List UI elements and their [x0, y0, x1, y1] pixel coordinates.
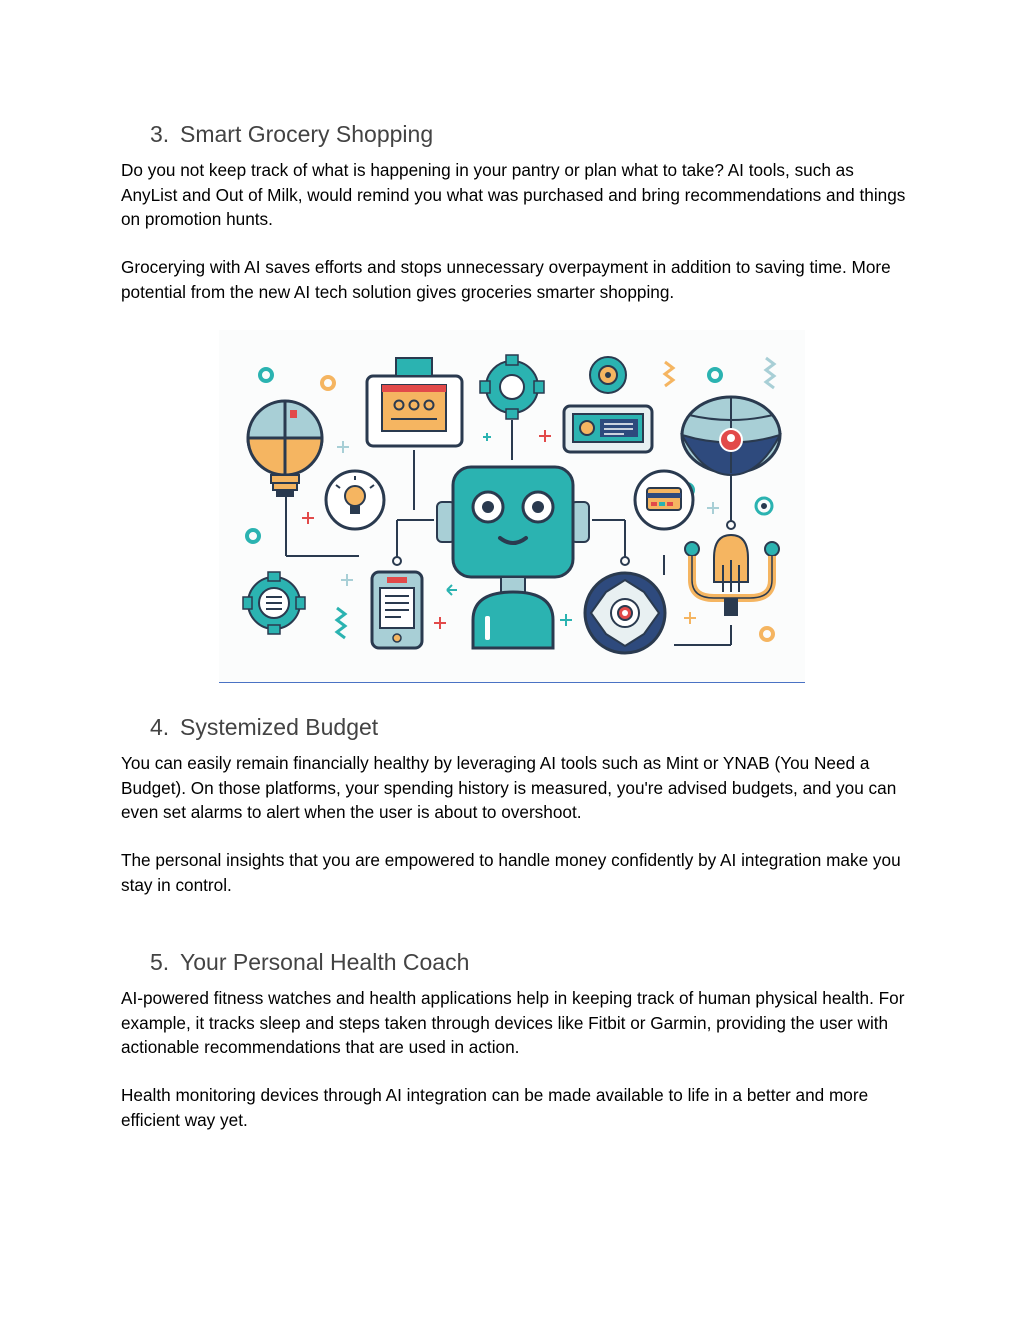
section-title: Your Personal Health Coach [180, 949, 470, 975]
section-heading [150, 714, 378, 741]
section-title: Smart Grocery Shopping [180, 121, 434, 147]
paragraph: The personal insights that you are empowered to handle money confidently by AI integration make you stay in control. [121, 850, 901, 895]
mobile-phone-icon [372, 557, 422, 648]
paragraph: Health monitoring devices through AI integration can be made available to life in a better and more efficient way yet. [121, 1085, 869, 1130]
section-heading [150, 949, 469, 976]
paragraph: AI-powered fitness watches and health applications help in keeping track of human physical health. For example, it tracks sleep and steps taken through devices like Fitbit or Garmin, providing the user with actionable recommendations that are used in action. [121, 988, 905, 1057]
gear-icon [590, 357, 626, 393]
ai-illustration-svg [219, 330, 805, 682]
section-number: 5. [150, 949, 170, 975]
paragraph: Grocerying with AI saves efforts and stops unnecessary overpayment in addition to saving time. More potential from the new AI tech solution gives groceries smarter shopping. [121, 257, 891, 302]
credit-card-icon [635, 471, 693, 529]
section-title: Systemized Budget [180, 714, 379, 740]
section-heading [150, 121, 433, 148]
ai-illustration [219, 330, 805, 682]
idea-bulb-icon [326, 471, 384, 529]
section-number: 3. [150, 121, 170, 147]
section-number: 4. [150, 714, 170, 740]
display-panel-icon [564, 406, 652, 452]
paragraph: You can easily remain financially healthy by leveraging AI tools such as Mint or YNAB (You Need a Budget). On those platforms, your spending history is measured, you're advised budgets, and you can even set alarms to alert when the user is about to overshoot. [121, 753, 897, 822]
figure-divider [219, 682, 805, 683]
paragraph: Do you not keep track of what is happening in your pantry or plan what to take? AI tools, such as AnyList and Out of Milk, would remind you what was purchased and bring recommendations and things on promotion hunts. [121, 160, 906, 229]
